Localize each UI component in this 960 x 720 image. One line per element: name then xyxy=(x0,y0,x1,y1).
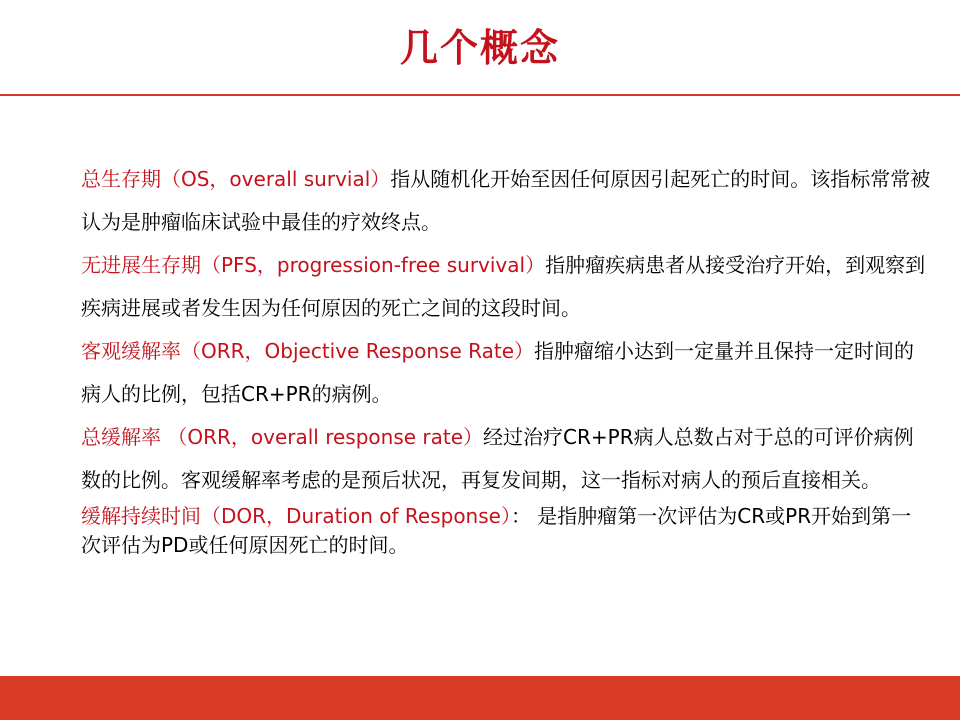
definition-term: 缓解持续时间（DOR，Duration of Response） xyxy=(81,504,511,528)
definition-dor xyxy=(81,502,931,560)
definition-text: ： 是指肿瘤第一次评估为CR或PR开始到第一次评估为PD或任何原因死亡的时间。 xyxy=(81,504,912,557)
slide-title: 几个概念 xyxy=(399,26,560,70)
definition-text: 经过治疗CR+PR病人总数占对于总的可评价病例数的比例。客观缓解率考虑的是预后状况，再复发间期，这一指标对病人的预后直接相关。 xyxy=(81,425,914,492)
definition-term: 总生存期（OS，overall survial） xyxy=(81,167,391,191)
definition-term: 总缓解率 （ORR，overall response rate） xyxy=(81,425,484,449)
definition-os xyxy=(81,158,931,244)
definition-pfs xyxy=(81,244,931,330)
definition-text: 指从随机化开始至因任何原因引起死亡的时间。该指标常常被认为是肿瘤临床试验中最佳的疗效终点。 xyxy=(81,167,931,234)
definition-text: 指肿瘤疾病患者从接受治疗开始，到观察到疾病进展或者发生因为任何原因的死亡之间的这段时间。 xyxy=(81,253,926,320)
definition-orr-overall xyxy=(81,416,931,502)
footer-bar xyxy=(0,676,960,720)
title-divider xyxy=(0,94,960,96)
definitions-list xyxy=(81,158,931,560)
definition-term: 客观缓解率（ORR，Objective Response Rate） xyxy=(81,339,534,363)
definition-term: 无进展生存期（PFS，progression-free survival） xyxy=(81,253,546,277)
definition-orr-objective xyxy=(81,330,931,416)
definition-text: 指肿瘤缩小达到一定量并且保持一定时间的病人的比例，包括CR+PR的病例。 xyxy=(81,339,914,406)
